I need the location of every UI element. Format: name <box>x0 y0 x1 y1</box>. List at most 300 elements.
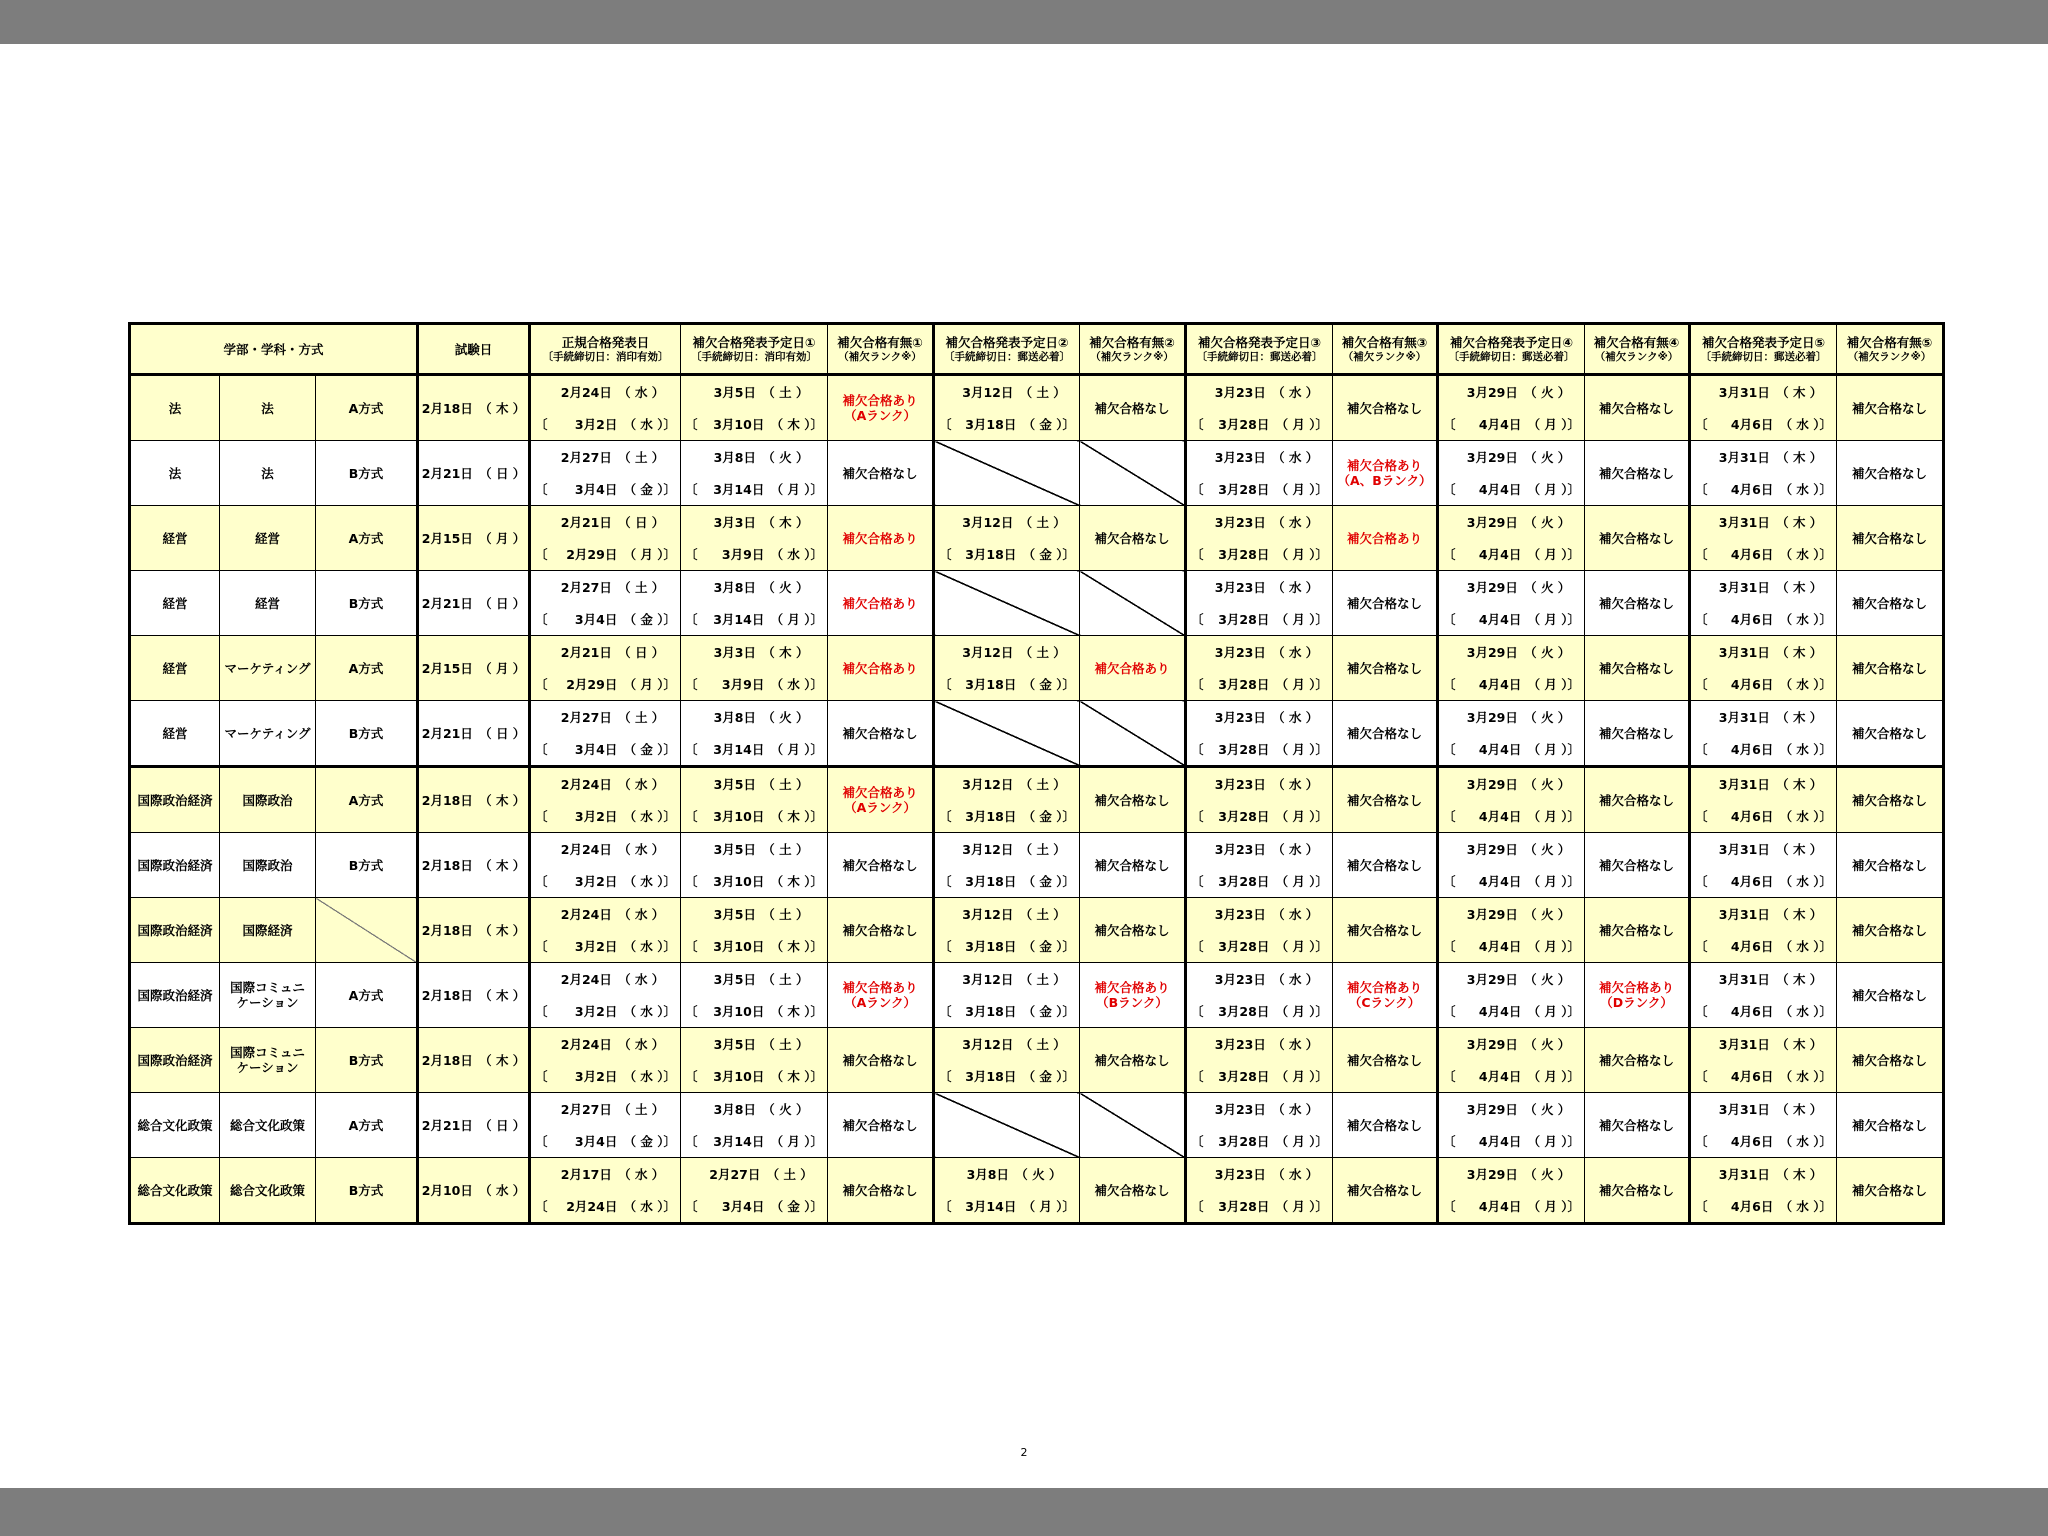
result-text: 補欠合格なし <box>1599 1052 1675 1068</box>
faculty-cell: 法 <box>130 441 220 506</box>
deadline-date <box>935 865 1079 897</box>
schedule-3-cell <box>1186 506 1333 571</box>
method-cell: A方式 <box>316 1093 418 1158</box>
deadline-date <box>935 538 1079 570</box>
bracket-open: 〔 <box>1443 1003 1456 1019</box>
result-4-cell <box>1585 441 1690 506</box>
result-text: 補欠合格なし <box>1852 400 1928 416</box>
bracket-open: 〔 <box>1443 611 1456 627</box>
bracket-open: 〔 <box>535 546 548 562</box>
result-2-cell <box>1080 636 1186 701</box>
result-text: 補欠合格なし <box>1094 857 1170 873</box>
announcement-date: 3月23日 （ 水 ） <box>1214 514 1319 530</box>
schedule-3-cell <box>1186 963 1333 1028</box>
bracket-open: 〔 <box>939 676 952 692</box>
schedule-2-cell <box>934 963 1080 1028</box>
announcement-date: 3月23日 （ 水 ） <box>1214 971 1319 987</box>
bracket-open: 〔 <box>1443 873 1456 889</box>
schedule-4-cell <box>1438 1158 1585 1224</box>
deadline-text: 3月10日 （ 木 ）〕 <box>713 938 824 954</box>
table-row <box>130 571 1944 636</box>
regular-announcement-cell <box>530 767 681 833</box>
schedule-3-cell <box>1186 1028 1333 1093</box>
result-text: 補欠合格なし <box>1094 922 1170 938</box>
announcement-date: 3月31日 （ 木 ） <box>1718 579 1823 595</box>
result-text: 補欠合格なし <box>1347 725 1423 741</box>
result-3-cell <box>1333 375 1438 441</box>
announcement-date: 3月23日 （ 水 ） <box>1214 1101 1319 1117</box>
deadline-text: 3月9日 （ 水 ）〕 <box>721 546 824 562</box>
department-cell: 国際政治 <box>220 767 316 833</box>
bracket-open: 〔 <box>1695 808 1708 824</box>
deadline-date <box>1187 733 1332 765</box>
bracket-open: 〔 <box>1695 611 1708 627</box>
deadline-date <box>1187 865 1332 897</box>
deadline-date <box>1691 408 1836 440</box>
result-text: 補欠合格なし <box>1347 1182 1423 1198</box>
bracket-open: 〔 <box>685 1198 698 1214</box>
announcement-date: 2月27日 （ 土 ） <box>560 709 665 725</box>
regular-announcement-cell <box>530 506 681 571</box>
method-cell <box>316 898 418 963</box>
deadline-text: 4月4日 （ 月 ）〕 <box>1478 741 1581 757</box>
announcement-date: 3月8日 （ 火 ） <box>713 449 809 465</box>
department-cell: 経営 <box>220 506 316 571</box>
schedule-2-cell <box>934 701 1080 767</box>
schedule-4-cell <box>1438 1093 1585 1158</box>
bracket-open: 〔 <box>1695 741 1708 757</box>
announcement-date: 3月8日 （ 火 ） <box>713 579 809 595</box>
deadline-text: 3月28日 （ 月 ）〕 <box>1218 1003 1329 1019</box>
result-5-cell <box>1837 833 1944 898</box>
result-4-cell <box>1585 767 1690 833</box>
result-4-cell <box>1585 1093 1690 1158</box>
deadline-text: 3月18日 （ 金 ）〕 <box>965 546 1076 562</box>
announcement-date: 3月23日 （ 水 ） <box>1214 1166 1319 1182</box>
exam-date-cell: 2月21日 （ 日 ） <box>418 1093 530 1158</box>
bracket-open: 〔 <box>1191 1068 1204 1084</box>
result-3-cell <box>1333 1158 1438 1224</box>
deadline-date <box>681 603 827 635</box>
bracket-open: 〔 <box>939 808 952 824</box>
result-4-cell <box>1585 701 1690 767</box>
result-text: 補欠合格なし <box>1347 400 1423 416</box>
method-cell: B方式 <box>316 441 418 506</box>
schedule-3-cell <box>1186 767 1333 833</box>
deadline-date <box>1439 473 1584 505</box>
deadline-date <box>531 865 680 897</box>
result-3-cell <box>1333 1093 1438 1158</box>
bracket-open: 〔 <box>685 676 698 692</box>
table-row <box>130 375 1944 441</box>
method-cell: B方式 <box>316 1158 418 1224</box>
deadline-date <box>1691 538 1836 570</box>
deadline-date <box>531 733 680 765</box>
deadline-date <box>531 930 680 962</box>
faculty-cell: 経営 <box>130 636 220 701</box>
result-1-cell <box>828 375 934 441</box>
announcement-date: 3月8日 （ 火 ） <box>966 1166 1062 1182</box>
deadline-date <box>681 930 827 962</box>
bracket-open: 〔 <box>1695 481 1708 497</box>
deadline-date <box>935 408 1079 440</box>
deadline-text: 4月4日 （ 月 ）〕 <box>1478 1003 1581 1019</box>
result-4-cell <box>1585 1028 1690 1093</box>
schedule-1-cell <box>681 636 828 701</box>
bracket-open: 〔 <box>1191 808 1204 824</box>
deadline-text: 3月14日 （ 月 ）〕 <box>713 611 824 627</box>
method-cell: A方式 <box>316 767 418 833</box>
regular-announcement-cell <box>530 898 681 963</box>
announcement-date: 3月31日 （ 木 ） <box>1718 709 1823 725</box>
announcement-date: 2月24日 （ 水 ） <box>560 1036 665 1052</box>
deadline-date <box>1439 1125 1584 1157</box>
announcement-date: 3月29日 （ 火 ） <box>1466 449 1571 465</box>
schedule-2-cell <box>934 767 1080 833</box>
announcement-date: 3月23日 （ 水 ） <box>1214 776 1319 792</box>
exam-date-cell: 2月15日 （ 月 ） <box>418 506 530 571</box>
schedule-2-cell <box>934 1028 1080 1093</box>
document-page <box>0 44 2048 1488</box>
page-number: 2 <box>1020 1446 1028 1459</box>
schedule-5-cell <box>1690 1158 1837 1224</box>
deadline-text: 3月4日 （ 金 ）〕 <box>721 1198 824 1214</box>
bracket-open: 〔 <box>535 1003 548 1019</box>
deadline-date <box>1439 733 1584 765</box>
result-text: 補欠合格なし <box>1852 465 1928 481</box>
deadline-date <box>531 1125 680 1157</box>
deadline-text: 3月28日 （ 月 ）〕 <box>1218 873 1329 889</box>
schedule-5-cell <box>1690 701 1837 767</box>
announcement-date: 3月29日 （ 火 ） <box>1466 384 1571 400</box>
result-5-cell <box>1837 767 1944 833</box>
deadline-text: 3月4日 （ 金 ）〕 <box>574 1133 677 1149</box>
deadline-date <box>1691 1190 1836 1222</box>
schedule-2-cell <box>934 375 1080 441</box>
schedule-3-cell <box>1186 375 1333 441</box>
result-1-cell <box>828 1093 934 1158</box>
deadline-text: 3月10日 （ 木 ）〕 <box>713 873 824 889</box>
result-text: 補欠合格なし <box>1599 857 1675 873</box>
result-1-cell <box>828 898 934 963</box>
table-row <box>130 767 1944 833</box>
deadline-text: 4月6日 （ 水 ）〕 <box>1730 546 1833 562</box>
result-text: 補欠合格あり <box>1599 980 1675 995</box>
deadline-text: 4月6日 （ 水 ）〕 <box>1730 481 1833 497</box>
regular-announcement-cell <box>530 1028 681 1093</box>
deadline-date <box>1691 995 1836 1027</box>
bracket-open: 〔 <box>685 1068 698 1084</box>
result-text: 補欠合格なし <box>1599 1182 1675 1198</box>
result-1-cell <box>828 1158 934 1224</box>
bracket-open: 〔 <box>1191 1133 1204 1149</box>
header-regular-announcement: 正規合格発表日 〔手続締切日：消印有効〕 <box>530 324 681 375</box>
schedule-1-cell <box>681 833 828 898</box>
result-5-cell <box>1837 375 1944 441</box>
method-cell: A方式 <box>316 636 418 701</box>
deadline-date <box>681 733 827 765</box>
deadline-text: 3月10日 （ 木 ）〕 <box>713 1003 824 1019</box>
deadline-date <box>531 408 680 440</box>
announcement-date: 3月29日 （ 火 ） <box>1466 776 1571 792</box>
exam-date-cell: 2月18日 （ 木 ） <box>418 898 530 963</box>
result-2-cell <box>1080 1028 1186 1093</box>
result-text: 補欠合格なし <box>1599 1117 1675 1133</box>
deadline-date <box>935 995 1079 1027</box>
schedule-3-cell <box>1186 1158 1333 1224</box>
bracket-open: 〔 <box>1443 1198 1456 1214</box>
deadline-text: 3月18日 （ 金 ）〕 <box>965 1003 1076 1019</box>
deadline-date <box>1187 603 1332 635</box>
schedule-1-cell <box>681 1028 828 1093</box>
result-text: 補欠合格なし <box>842 1117 918 1133</box>
deadline-date <box>531 603 680 635</box>
bracket-open: 〔 <box>1191 873 1204 889</box>
schedule-5-cell <box>1690 375 1837 441</box>
table-row <box>130 1093 1944 1158</box>
result-2-cell <box>1080 375 1186 441</box>
table-row <box>130 898 1944 963</box>
result-text: 補欠合格なし <box>1599 922 1675 938</box>
deadline-text: 3月18日 （ 金 ）〕 <box>965 676 1076 692</box>
deadline-date <box>1439 538 1584 570</box>
deadline-text: 3月2日 （ 水 ）〕 <box>574 416 677 432</box>
result-1-cell <box>828 963 934 1028</box>
bracket-open: 〔 <box>535 808 548 824</box>
result-3-cell <box>1333 1028 1438 1093</box>
result-text: 補欠合格なし <box>842 1182 918 1198</box>
method-cell: A方式 <box>316 506 418 571</box>
deadline-date <box>681 1190 827 1222</box>
result-4-cell <box>1585 506 1690 571</box>
rank-text: （Aランク） <box>844 995 916 1010</box>
schedule-1-cell <box>681 571 828 636</box>
rank-text: （Cランク） <box>1348 995 1421 1010</box>
result-4-cell <box>1585 636 1690 701</box>
header-result-4: 補欠合格有無④ （補欠ランク※） <box>1585 324 1690 375</box>
result-3-cell <box>1333 701 1438 767</box>
deadline-date <box>531 473 680 505</box>
deadline-date <box>681 408 827 440</box>
regular-announcement-cell <box>530 963 681 1028</box>
schedule-4-cell <box>1438 506 1585 571</box>
bracket-open: 〔 <box>535 1068 548 1084</box>
bracket-open: 〔 <box>1443 1133 1456 1149</box>
exam-date-cell: 2月18日 （ 木 ） <box>418 375 530 441</box>
result-text: 補欠合格あり <box>842 393 918 408</box>
deadline-date <box>1187 800 1332 832</box>
announcement-date: 3月31日 （ 木 ） <box>1718 971 1823 987</box>
result-text: 補欠合格なし <box>1347 1117 1423 1133</box>
bracket-open: 〔 <box>1191 676 1204 692</box>
schedule-1-cell <box>681 898 828 963</box>
deadline-text: 3月4日 （ 金 ）〕 <box>574 741 677 757</box>
schedule-5-cell <box>1690 898 1837 963</box>
schedule-3-cell <box>1186 636 1333 701</box>
result-1-cell <box>828 833 934 898</box>
deadline-text: 3月2日 （ 水 ）〕 <box>574 1068 677 1084</box>
result-text: 補欠合格なし <box>1852 660 1928 676</box>
deadline-text: 3月28日 （ 月 ）〕 <box>1218 481 1329 497</box>
result-text: 補欠合格なし <box>1347 1052 1423 1068</box>
schedule-1-cell <box>681 506 828 571</box>
bracket-open: 〔 <box>1443 808 1456 824</box>
schedule-4-cell <box>1438 963 1585 1028</box>
regular-announcement-cell <box>530 701 681 767</box>
deadline-text: 3月14日 （ 月 ）〕 <box>713 481 824 497</box>
schedule-2-cell <box>934 441 1080 506</box>
header-faculty: 学部・学科・方式 <box>130 324 418 375</box>
result-1-cell <box>828 636 934 701</box>
result-text: 補欠合格あり <box>1347 980 1423 995</box>
deadline-date <box>1691 1125 1836 1157</box>
deadline-text: 4月6日 （ 水 ）〕 <box>1730 1198 1833 1214</box>
schedule-5-cell <box>1690 833 1837 898</box>
deadline-date <box>681 800 827 832</box>
deadline-text: 4月4日 （ 月 ）〕 <box>1478 1133 1581 1149</box>
result-1-cell <box>828 767 934 833</box>
announcement-date: 2月27日 （ 土 ） <box>560 449 665 465</box>
deadline-text: 4月6日 （ 水 ）〕 <box>1730 611 1833 627</box>
result-text: 補欠合格なし <box>842 465 918 481</box>
schedule-1-cell <box>681 441 828 506</box>
announcement-date: 3月31日 （ 木 ） <box>1718 449 1823 465</box>
result-text: 補欠合格あり <box>842 595 918 611</box>
bracket-open: 〔 <box>685 1003 698 1019</box>
result-text: 補欠合格なし <box>842 857 918 873</box>
result-text: 補欠合格なし <box>1347 857 1423 873</box>
result-5-cell <box>1837 701 1944 767</box>
deadline-date <box>1439 1060 1584 1092</box>
bracket-open: 〔 <box>535 1133 548 1149</box>
announcement-date: 2月27日 （ 土 ） <box>560 579 665 595</box>
result-4-cell <box>1585 898 1690 963</box>
deadline-text: 4月4日 （ 月 ）〕 <box>1478 938 1581 954</box>
deadline-text: 3月18日 （ 金 ）〕 <box>965 1068 1076 1084</box>
announcement-date: 3月31日 （ 木 ） <box>1718 776 1823 792</box>
schedule-2-cell <box>934 898 1080 963</box>
schedule-5-cell <box>1690 963 1837 1028</box>
announcement-date: 3月23日 （ 水 ） <box>1214 449 1319 465</box>
regular-announcement-cell <box>530 1093 681 1158</box>
method-cell: A方式 <box>316 375 418 441</box>
deadline-text: 3月14日 （ 月 ）〕 <box>965 1198 1076 1214</box>
announcement-date: 3月12日 （ 土 ） <box>962 841 1066 857</box>
bracket-open: 〔 <box>1191 481 1204 497</box>
schedule-4-cell <box>1438 833 1585 898</box>
result-3-cell <box>1333 963 1438 1028</box>
announcement-date: 3月23日 （ 水 ） <box>1214 841 1319 857</box>
deadline-text: 4月6日 （ 水 ）〕 <box>1730 938 1833 954</box>
bracket-open: 〔 <box>685 1133 698 1149</box>
deadline-date <box>1691 733 1836 765</box>
deadline-text: 3月14日 （ 月 ）〕 <box>713 741 824 757</box>
bracket-open: 〔 <box>1695 416 1708 432</box>
department-cell: 総合文化政策 <box>220 1158 316 1224</box>
result-text: 補欠合格なし <box>1852 725 1928 741</box>
result-text: 補欠合格なし <box>1599 660 1675 676</box>
result-5-cell <box>1837 1028 1944 1093</box>
announcement-date: 3月5日 （ 土 ） <box>713 906 809 922</box>
result-5-cell <box>1837 506 1944 571</box>
bracket-open: 〔 <box>1695 1198 1708 1214</box>
method-cell: B方式 <box>316 571 418 636</box>
schedule-5-cell <box>1690 571 1837 636</box>
table-row <box>130 963 1944 1028</box>
result-3-cell <box>1333 636 1438 701</box>
method-cell: A方式 <box>316 963 418 1028</box>
schedule-3-cell <box>1186 571 1333 636</box>
result-text: 補欠合格なし <box>1094 400 1170 416</box>
bracket-open: 〔 <box>685 416 698 432</box>
deadline-date <box>1187 1125 1332 1157</box>
announcement-date: 3月23日 （ 水 ） <box>1214 579 1319 595</box>
schedule-4-cell <box>1438 375 1585 441</box>
announcement-date: 3月8日 （ 火 ） <box>713 1101 809 1117</box>
announcement-date: 3月31日 （ 木 ） <box>1718 906 1823 922</box>
announcement-date: 3月29日 （ 火 ） <box>1466 1166 1571 1182</box>
deadline-date <box>681 473 827 505</box>
announcement-date: 3月5日 （ 土 ） <box>713 1036 809 1052</box>
bracket-open: 〔 <box>1443 676 1456 692</box>
rank-text: （Bランク） <box>1096 995 1168 1010</box>
result-text: 補欠合格なし <box>1599 465 1675 481</box>
header-schedule-1: 補欠合格発表予定日① 〔手続締切日：消印有効〕 <box>681 324 828 375</box>
deadline-date <box>681 1060 827 1092</box>
deadline-date <box>1691 865 1836 897</box>
bracket-open: 〔 <box>535 611 548 627</box>
result-1-cell <box>828 571 934 636</box>
deadline-date <box>1439 603 1584 635</box>
result-text: 補欠合格なし <box>1599 792 1675 808</box>
header-result-1: 補欠合格有無① （補欠ランク※） <box>828 324 934 375</box>
header-schedule-5: 補欠合格発表予定日⑤ 〔手続締切日：郵送必着〕 <box>1690 324 1837 375</box>
deadline-date <box>1691 668 1836 700</box>
exam-date-cell: 2月18日 （ 木 ） <box>418 767 530 833</box>
deadline-text: 4月4日 （ 月 ）〕 <box>1478 808 1581 824</box>
announcement-date: 3月23日 （ 水 ） <box>1214 1036 1319 1052</box>
schedule-4-cell <box>1438 571 1585 636</box>
result-5-cell <box>1837 441 1944 506</box>
bracket-open: 〔 <box>535 741 548 757</box>
announcement-date: 3月12日 （ 土 ） <box>962 776 1066 792</box>
announcement-date: 3月31日 （ 木 ） <box>1718 841 1823 857</box>
result-text: 補欠合格なし <box>1347 660 1423 676</box>
deadline-date <box>1439 408 1584 440</box>
deadline-date <box>531 1190 680 1222</box>
announcement-date: 3月12日 （ 土 ） <box>962 514 1066 530</box>
result-text: 補欠合格なし <box>1347 595 1423 611</box>
announcement-date: 3月31日 （ 木 ） <box>1718 384 1823 400</box>
deadline-text: 4月6日 （ 水 ）〕 <box>1730 1068 1833 1084</box>
exam-date-cell: 2月21日 （ 日 ） <box>418 441 530 506</box>
result-text: 補欠合格あり <box>1094 980 1170 995</box>
exam-date-cell: 2月18日 （ 木 ） <box>418 833 530 898</box>
header-result-3: 補欠合格有無③ （補欠ランク※） <box>1333 324 1438 375</box>
deadline-date <box>935 1190 1079 1222</box>
bracket-open: 〔 <box>939 873 952 889</box>
table-row <box>130 636 1944 701</box>
method-cell: B方式 <box>316 1028 418 1093</box>
bracket-open: 〔 <box>1191 938 1204 954</box>
deadline-date <box>681 538 827 570</box>
deadline-text: 3月14日 （ 月 ）〕 <box>713 1133 824 1149</box>
method-cell: B方式 <box>316 701 418 767</box>
deadline-text: 4月6日 （ 水 ）〕 <box>1730 416 1833 432</box>
bracket-open: 〔 <box>1695 1068 1708 1084</box>
result-text: 補欠合格なし <box>842 1052 918 1068</box>
deadline-date <box>681 668 827 700</box>
